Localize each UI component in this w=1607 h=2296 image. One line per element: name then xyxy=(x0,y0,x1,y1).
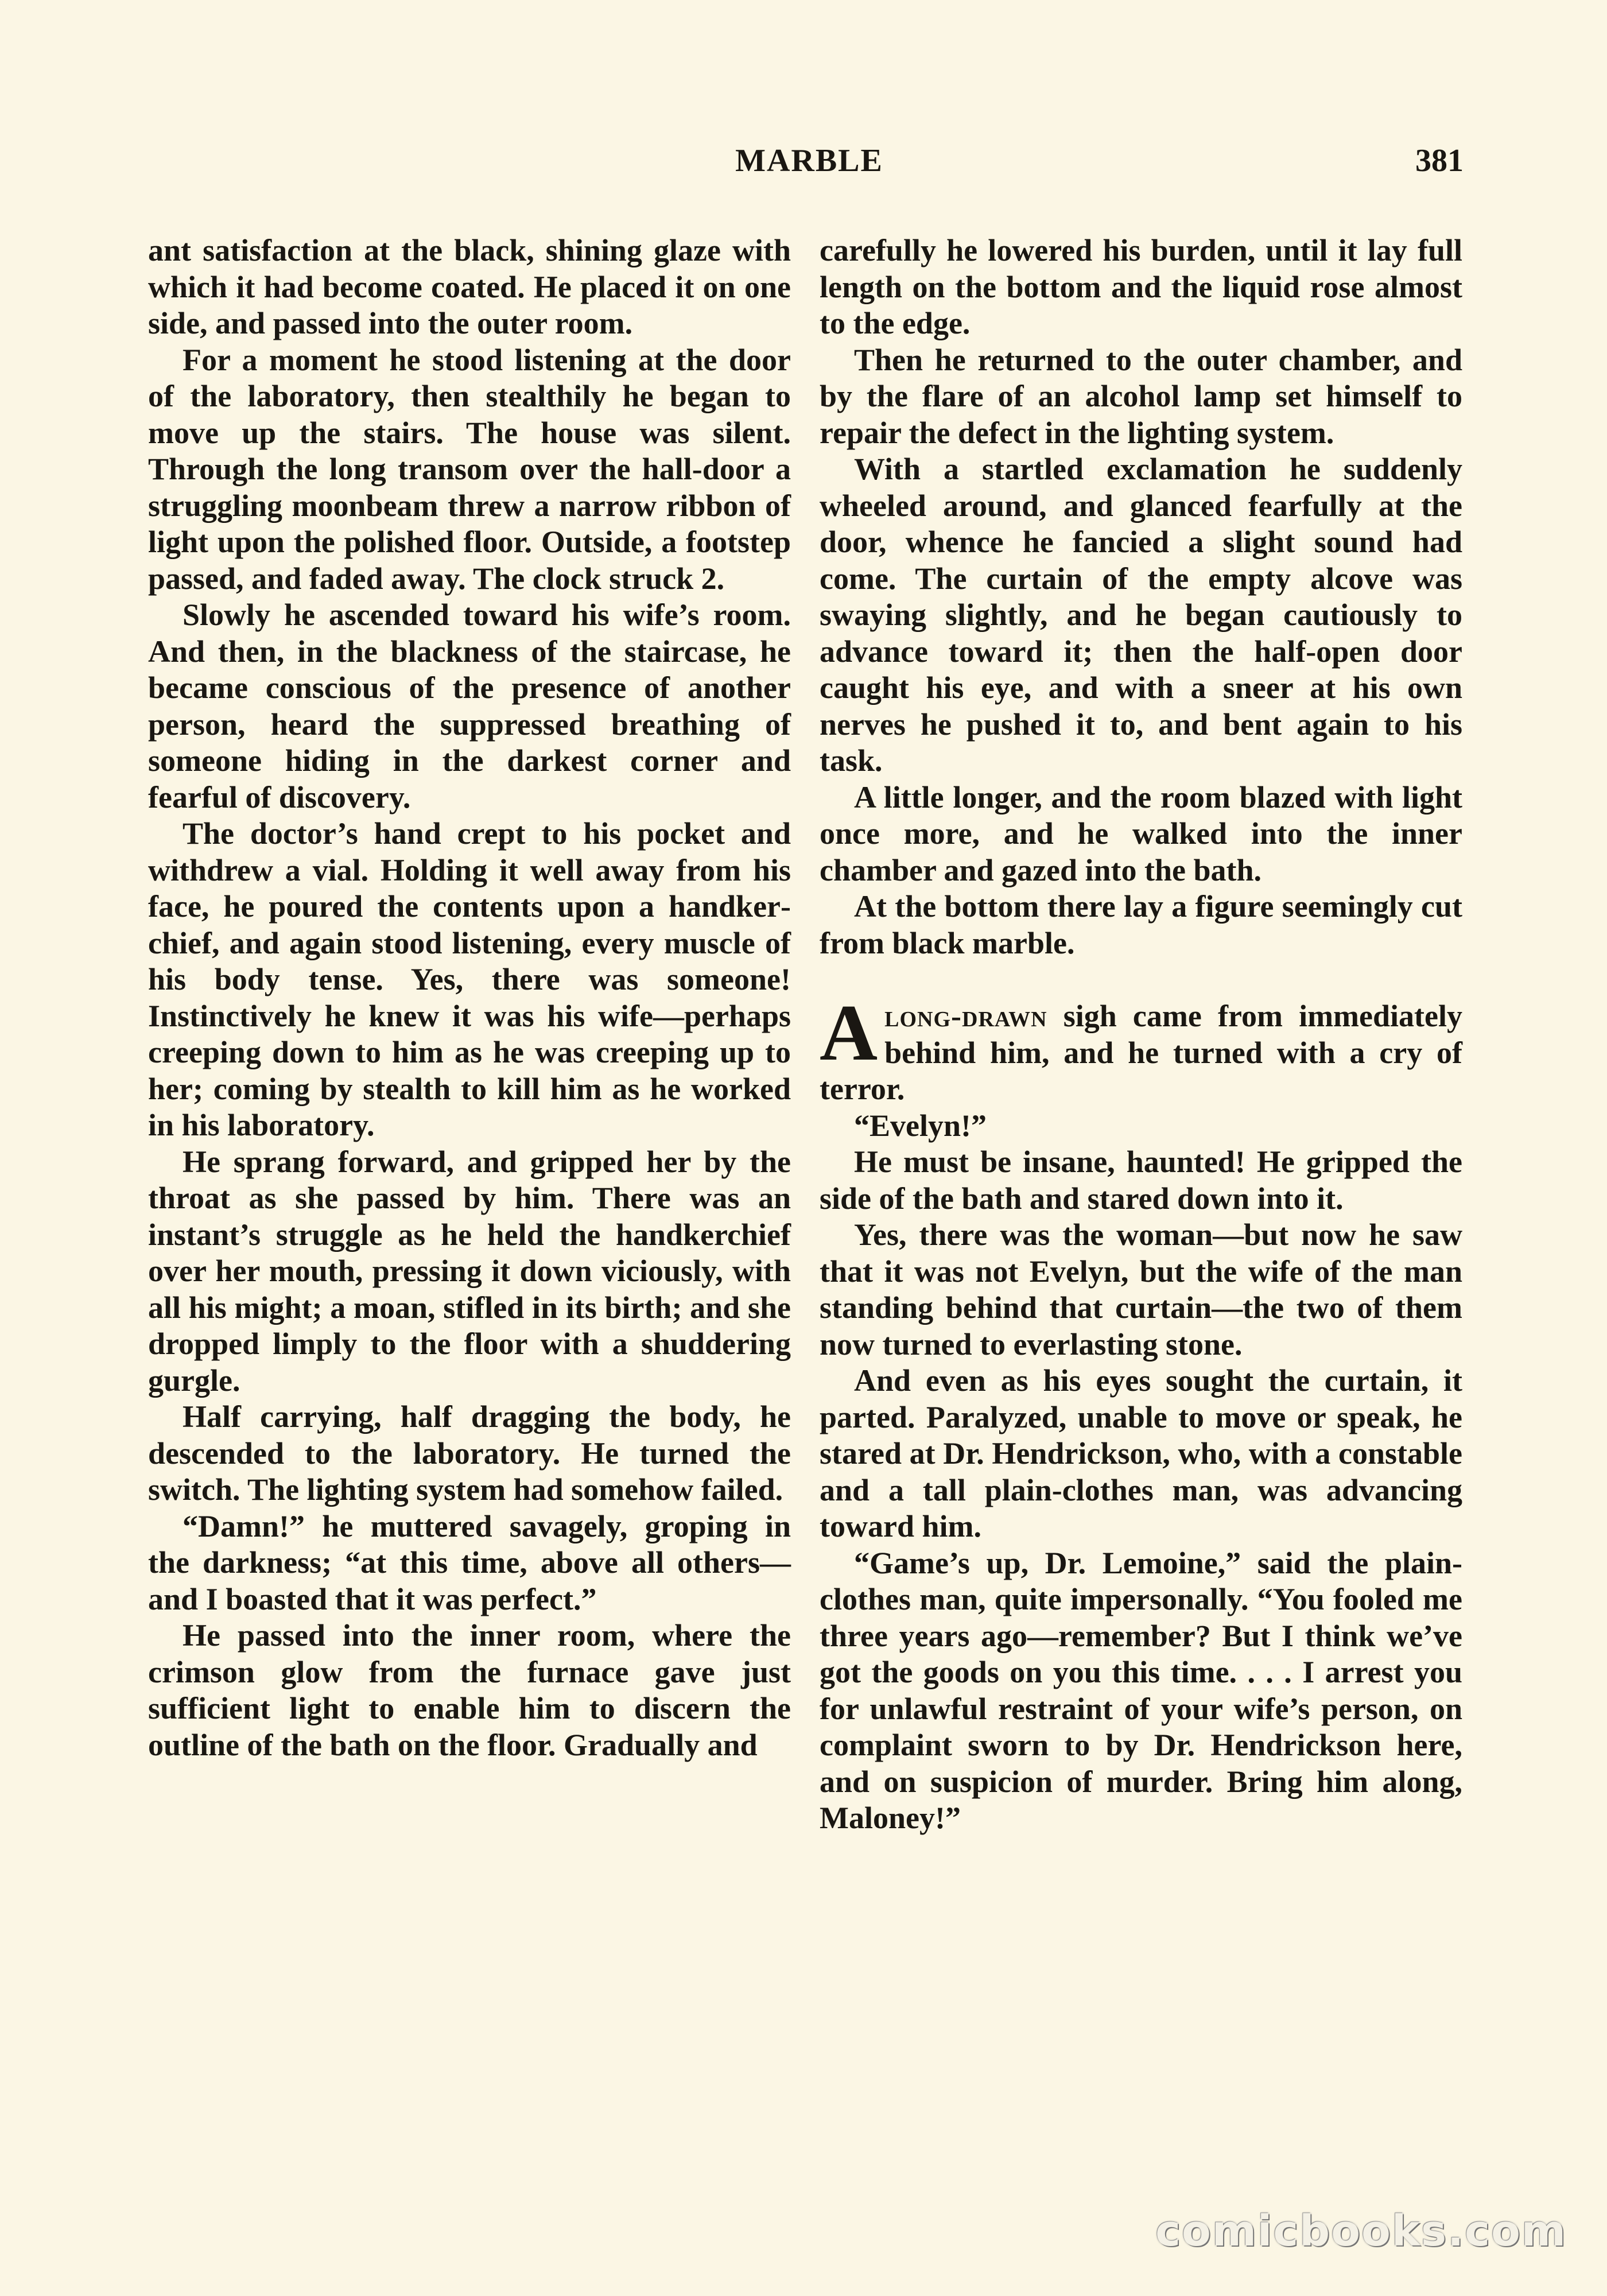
left-column xyxy=(148,232,791,1763)
paragraph: A little longer, and the room blazed with light once more, and he walked into the inner chamber and gazed into the bath. xyxy=(820,779,1462,887)
paragraph: Slowly he ascended toward his wife’s room. And then, in the blackness of the staircase, he became conscious of the presence of another person, heard the suppressed breathing of someone hiding in the darkest corner and fearful of discovery. xyxy=(148,598,791,815)
paragraph: ant satisfaction at the black, shining glaze with which it had become coated. He placed it on one side, and passed into the outer room. xyxy=(148,233,791,340)
paragraph: He must be insane, haunted! He gripped the side of the bath and stared down into it. xyxy=(820,1145,1462,1216)
page-header xyxy=(155,142,1464,194)
paragraph: With a startled exclamation he suddenly wheeled around, and glanced fearfully at the door, whence he fancied a slight sound had come. The curtain of the empty alcove was swaying slightly, and he began cautiously to advance toward it; then the half-open door caught his eye, and with a sneer at his own nerves he pushed it to, and bent again to his task. xyxy=(820,452,1462,778)
paragraph: “Game’s up, Dr. Lemoine,” said the plain-clothes man, quite impersonally. “You fooled me three years ago—remember? But I think we’ve got the goods on you this time. . . . I arrest you for unlawful restraint of your wife’s person, on complaint sworn to by Dr. Hendrickson here, and on suspicion of murder. Bring him along, Maloney!” xyxy=(820,1545,1462,1835)
small-caps-lead: long-drawn xyxy=(884,999,1047,1033)
paragraph: He passed into the inner room, where the crimson glow from the furnace gave just sufficient light to enable him to discern the outline of the bath on the floor. Gradually and xyxy=(148,1618,791,1762)
dropcap-paragraph-text: sigh came from immediately behind him, and he turned with a cry of terror. xyxy=(820,999,1462,1106)
paragraph: For a moment he stood listening at the door of the laboratory, then stealthily he began to move up the stairs. The house was silent. Through the long transom over the hall-door a struggling moonbeam threw a narrow ribbon of light upon the polished floor. Outside, a footstep passed, and faded away. The clock struck 2. xyxy=(148,342,791,596)
section-break xyxy=(820,961,1462,998)
paragraph: “Evelyn!” xyxy=(854,1108,987,1143)
dropcap-paragraph xyxy=(820,988,1462,1108)
paragraph: At the bottom there lay a figure seemingly cut from black marble. xyxy=(820,889,1462,960)
right-column xyxy=(820,232,1462,1837)
paragraph: “Damn!” he muttered savagely, groping in the darkness; “at this time, above all others—and I boasted that it was perfect.” xyxy=(148,1508,791,1616)
watermark: comicbooks.com xyxy=(1155,2206,1567,2256)
running-title: MARBLE xyxy=(735,143,883,179)
paragraph: And even as his eyes sought the curtain, it parted. Paralyzed, unable to move or speak, he stared at Dr. Hendrickson, who, with a constable and a tall plain-clothes man, was advancing toward him. xyxy=(820,1363,1462,1543)
paragraph: Yes, there was the woman—but now he saw that it was not Evelyn, but the wife of the man standing behind that curtain—the two of them now turned to everlasting stone. xyxy=(820,1217,1462,1362)
paragraph: carefully he lowered his burden, until it lay full length on the bottom and the liquid rose almost to the edge. xyxy=(820,233,1462,340)
paragraph: The doctor’s hand crept to his pocket and withdrew a vial. Holding it well away from his face, he poured the contents upon a handkerchief, and again stood listening, every muscle of his body tense. Yes, there was someone! Instinctively he knew it was his wife—perhaps creeping down to him as he was creeping up to her; coming by stealth to kill him as he worked in his laboratory. xyxy=(148,816,791,1142)
paragraph: He sprang forward, and gripped her by the throat as she passed by him. There was an instant’s struggle as he held the handkerchief over her mouth, pressing it down viciously, with all his might; a moan, stifled in its birth; and she dropped limply to the floor with a shuddering gurgle. xyxy=(148,1144,791,1398)
page-number: 381 xyxy=(1415,143,1464,179)
paragraph: Half carrying, half dragging the body, he descended to the laboratory. He turned the switch. The lighting system had somehow failed. xyxy=(148,1399,791,1507)
drop-cap: A xyxy=(820,988,878,1077)
paragraph: Then he returned to the outer chamber, and by the flare of an alcohol lamp set himself to repair the defect in the lighting system. xyxy=(820,342,1462,450)
